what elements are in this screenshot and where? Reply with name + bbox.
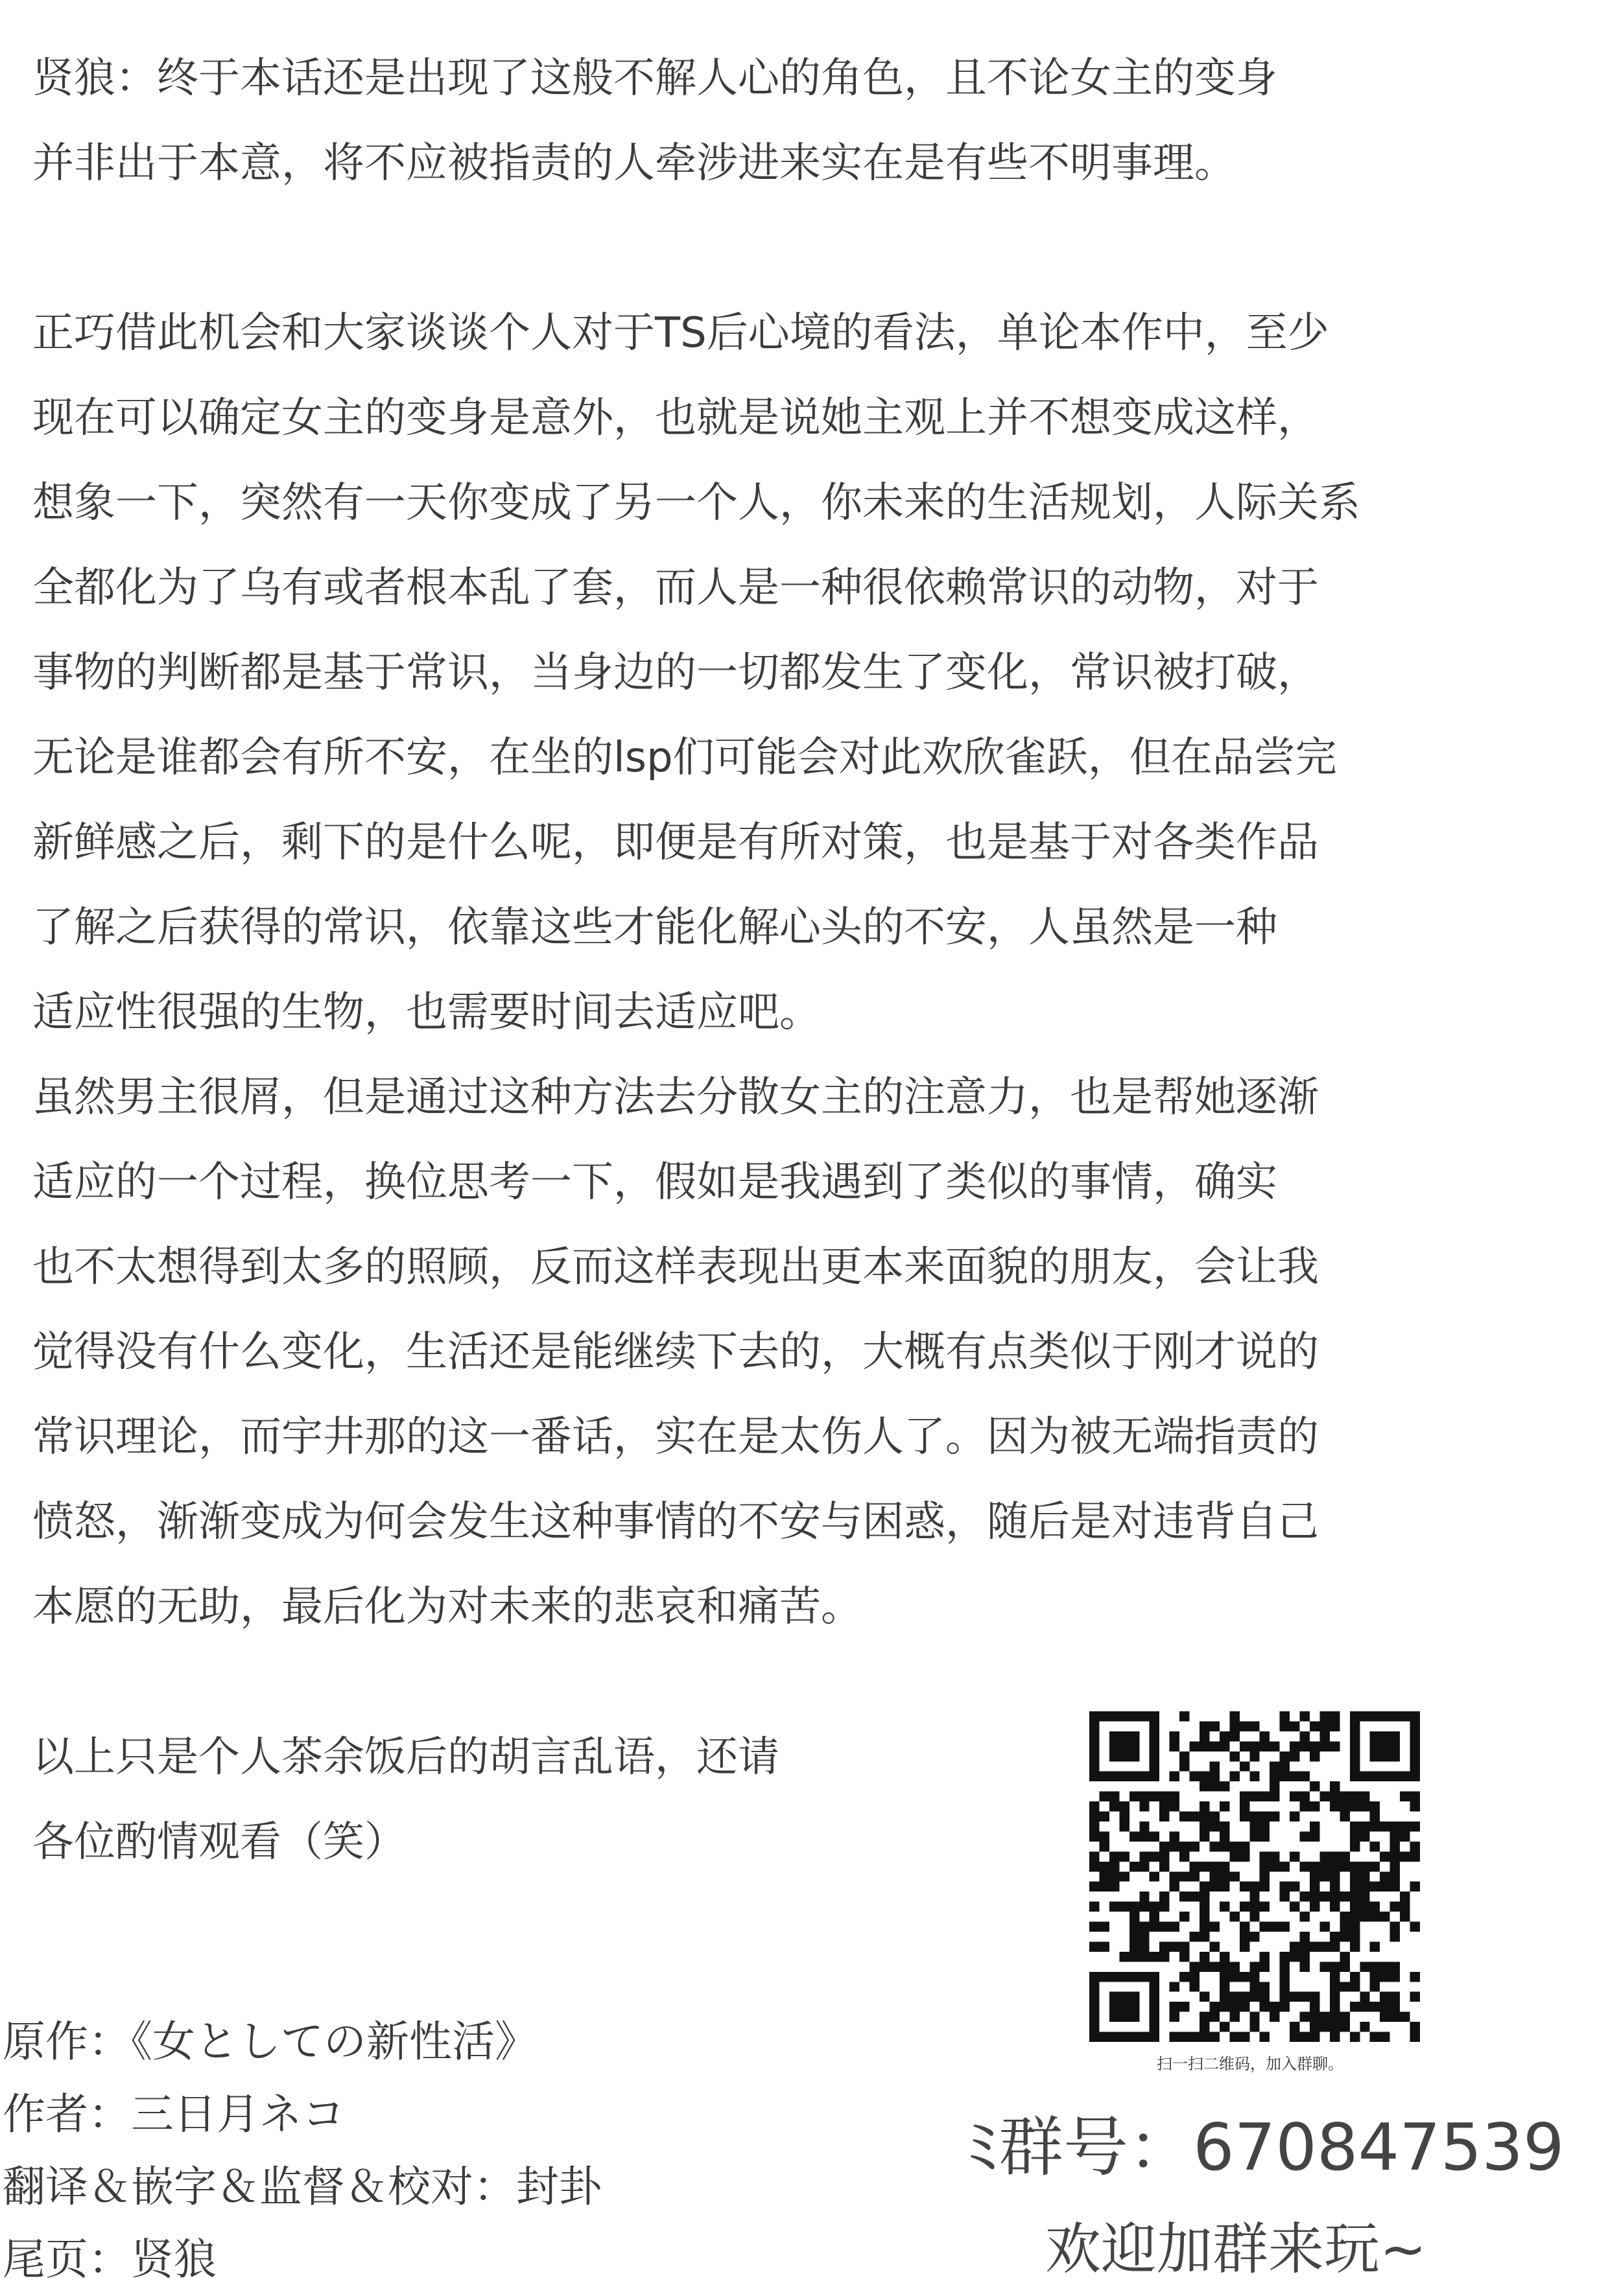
author-note-paragraph-2 xyxy=(32,291,1360,1650)
text-line: 全都化为了乌有或者根本乱了套，而人是一种很依赖常识的动物，对于 xyxy=(32,564,1319,612)
qr-caption: 扫一扫二维码，加入群聊。 xyxy=(1157,2055,1343,2073)
text-line: 适应性很强的生物，也需要时间去适应吧。 xyxy=(32,989,821,1037)
credit-translation: 翻译＆嵌字＆监督＆校对：封卦 xyxy=(3,2162,602,2212)
text-line: 现在可以确定女主的变身是意外，也就是说她主观上并不想变成这样， xyxy=(32,394,1319,442)
author-note-paragraph-3 xyxy=(32,1715,779,1885)
text-line: 本愿的无助，最后化为对未来的悲哀和痛苦。 xyxy=(32,1583,862,1631)
qr-code-block xyxy=(1075,1711,1438,2074)
group-number: ﾐ群号：670847539 xyxy=(966,2109,1565,2185)
text-line: 并非出于本意，将不应被指责的人牵涉进来实在是有些不明事理。 xyxy=(32,139,1236,187)
credit-last-page: 尾页：贤狼 xyxy=(3,2234,217,2284)
text-line: 虽然男主很屑，但是通过这种方法去分散女主的注意力，也是帮她逐渐 xyxy=(32,1073,1319,1121)
text-line: 愤怒，渐渐变成为何会发生这种事情的不安与困惑，随后是对违背自己 xyxy=(32,1498,1319,1546)
text-line: 以上只是个人茶余饭后的胡言乱语，还请 xyxy=(32,1733,779,1781)
text-line: 事物的判断都是基于常识，当身边的一切都发生了变化，常识被打破， xyxy=(32,649,1319,697)
text-line: 也不太想得到太多的照顾，反而这样表现出更本来面貌的朋友，会让我 xyxy=(32,1243,1319,1291)
welcome-text: 欢迎加群来玩~ xyxy=(1045,2217,1427,2282)
text-line: 适应的一个过程，换位思考一下，假如是我遇到了类似的事情，确实 xyxy=(32,1158,1277,1206)
text-line: 无论是谁都会有所不安，在坐的lsp们可能会对此欢欣雀跃，但在品尝完 xyxy=(32,734,1337,782)
text-line: 贤狼：终于本话还是出现了这般不解人心的角色，且不论女主的变身 xyxy=(32,54,1277,102)
text-line: 正巧借此机会和大家谈谈个人对于TS后心境的看法，单论本作中，至少 xyxy=(32,309,1329,357)
text-line: 觉得没有什么变化，生活还是能继续下去的，大概有点类似于刚才说的 xyxy=(32,1328,1319,1376)
text-line: 想象一下，突然有一天你变成了另一个人，你未来的生活规划，人际关系 xyxy=(32,479,1360,527)
credits-block xyxy=(3,2006,602,2296)
text-line: 各位酌情观看（笑） xyxy=(32,1818,406,1866)
text-line: 常识理论，而宇井那的这一番话，实在是太伤人了。因为被无端指责的 xyxy=(32,1413,1319,1461)
text-line: 新鲜感之后，剩下的是什么呢，即便是有所对策，也是基于对各类作品 xyxy=(32,819,1319,867)
author-note-paragraph-1 xyxy=(32,36,1277,206)
credit-author: 作者：三日月ネコ xyxy=(3,2089,345,2139)
qr-code-icon[interactable] xyxy=(1089,1711,1420,2042)
text-line: 了解之后获得的常识，依靠这些才能化解心头的不安，人虽然是一种 xyxy=(32,904,1277,952)
credit-original-work: 原作：《女としての新性活》 xyxy=(3,2017,538,2067)
